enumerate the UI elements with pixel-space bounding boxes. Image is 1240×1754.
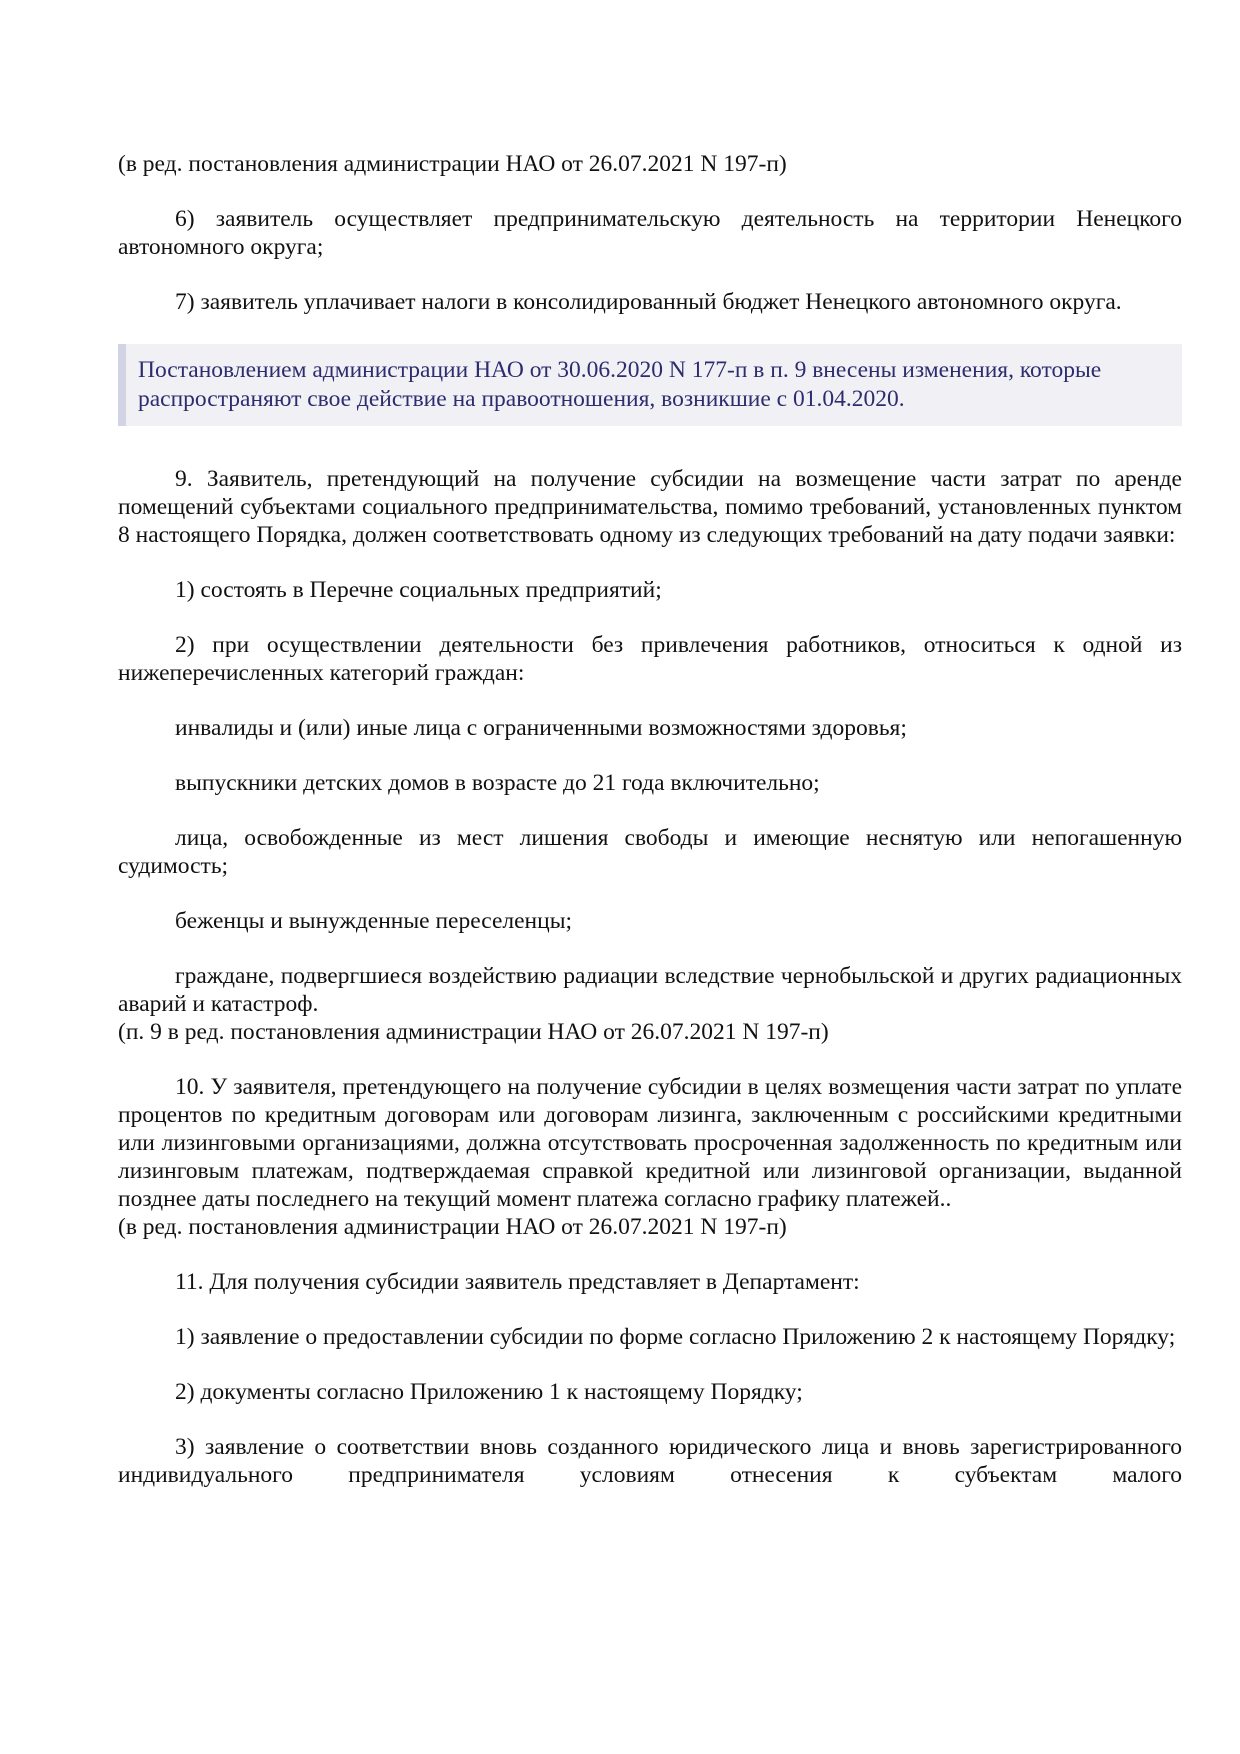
amendment-reference-clause-9: (п. 9 в ред. постановления администрации НАО от 26.07.2021 N 197-п) xyxy=(118,1019,829,1045)
editorial-note: Постановлением администрации НАО от 30.06.2020 N 177-п в п. 9 внесены изменения, которые распространяют свое действие на правоотношения, возникшие с 01.04.2020. xyxy=(118,344,1182,426)
clause-11-item-1: 1) заявление о предоставлении субсидии по форме согласно Приложению 2 к настоящему Порядку; xyxy=(175,1324,1176,1350)
category-radiation-victims: граждане, подвергшиеся воздействию радиации вследствие чернобыльской и других радиационных аварий и катастроф. xyxy=(118,963,1182,1017)
category-disabled: инвалиды и (или) иные лица с ограниченными возможностями здоровья; xyxy=(175,715,907,741)
document-page xyxy=(118,150,1182,1489)
category-refugees: беженцы и вынужденные переселенцы; xyxy=(175,908,573,934)
category-released-prisoners: лица, освобожденные из мест лишения свободы и имеющие неснятую или непогашенную судимость; xyxy=(118,825,1182,879)
clause-9-item-1: 1) состоять в Перечне социальных предприятий; xyxy=(175,577,662,603)
requirement-item-7: 7) заявитель уплачивает налоги в консолидированный бюджет Ненецкого автономного округа. xyxy=(175,289,1122,315)
amendment-reference-clause-10: (в ред. постановления администрации НАО от 26.07.2021 N 197-п) xyxy=(118,1214,787,1240)
clause-11-item-2: 2) документы согласно Приложению 1 к настоящему Порядку; xyxy=(175,1379,803,1405)
amendment-reference: (в ред. постановления администрации НАО от 26.07.2021 N 197-п) xyxy=(118,151,787,177)
category-orphanage-graduates: выпускники детских домов в возрасте до 21 года включительно; xyxy=(175,770,820,796)
clause-11-item-3: 3) заявление о соответствии вновь созданного юридического лица и вновь зарегистрированного индивидуального предпринимателя условиям отнесения к субъектам малого xyxy=(118,1434,1182,1488)
clause-9: 9. Заявитель, претендующий на получение субсидии на возмещение части затрат по аренде помещений субъектами социального предпринимательства, помимо требований, установленных пунктом 8 настоящего Порядка, должен соответствовать одному из следующих требований на дату подачи заявки: xyxy=(118,466,1182,548)
clause-9-item-2: 2) при осуществлении деятельности без привлечения работников, относиться к одной из нижеперечисленных категорий граждан: xyxy=(118,632,1182,686)
clause-10: 10. У заявителя, претендующего на получение субсидии в целях возмещения части затрат по уплате процентов по кредитным договорам или договорам лизинга, заключенным с российскими кредитными или лизинговыми организациями, должна отсутствовать просроченная задолженность по кредитным или лизинговым платежам, подтверждаемая справкой кредитной или лизинговой организации, выданной позднее даты последнего на текущий момент платежа согласно графику платежей.. xyxy=(118,1074,1182,1212)
clause-11: 11. Для получения субсидии заявитель представляет в Департамент: xyxy=(175,1269,860,1295)
requirement-item-6: 6) заявитель осуществляет предпринимательскую деятельность на территории Ненецкого автономного округа; xyxy=(118,206,1182,260)
